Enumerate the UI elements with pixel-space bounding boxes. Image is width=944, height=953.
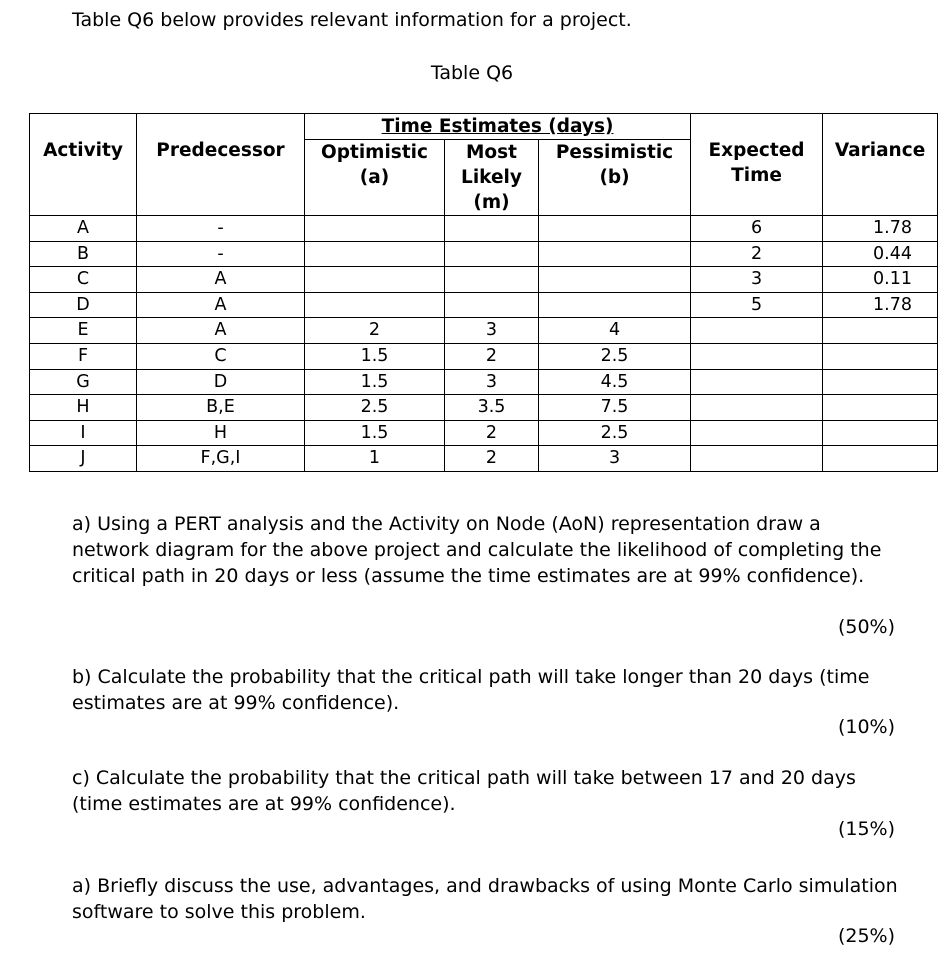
cell-expected <box>691 420 823 446</box>
cell-predecessor: B,E <box>137 395 305 421</box>
question-d-mark: (25%) <box>837 925 895 947</box>
table-row <box>30 395 938 421</box>
cell-expected: 6 <box>691 216 823 242</box>
cell-most-likely: 2 <box>445 420 539 446</box>
header-time-label: Time <box>731 165 782 186</box>
cell-optimistic <box>305 292 445 318</box>
cell-expected <box>691 446 823 472</box>
header-pessimistic-label: Pessimistic <box>555 142 674 163</box>
cell-variance: 0.44 <box>823 241 938 267</box>
question-a-text: a) Using a PERT analysis and the Activity on Node (AoN) representation draw a network diagram for the above project and calculate the likelihood of completing the critical path in 20 days or less (assume the time estimates are at 99% confidence). <box>72 513 882 587</box>
cell-predecessor: F,G,I <box>137 446 305 472</box>
cell-activity: D <box>30 292 137 318</box>
cell-variance <box>823 369 938 395</box>
table-q6 <box>29 113 938 472</box>
question-c-text: c) Calculate the probability that the critical path will take between 17 and 20 days (time estimates are at 99% confidence). <box>72 767 856 815</box>
header-most-label: Most <box>466 142 517 163</box>
question-b-text: b) Calculate the probability that the critical path will take longer than 20 days (time estimates are at 99% confidence). <box>72 666 870 714</box>
header-pessimistic-symbol: (b) <box>599 167 630 188</box>
table-row <box>30 446 938 472</box>
table-row <box>30 343 938 369</box>
intro-text: Table Q6 below provides relevant information for a project. <box>72 9 632 31</box>
cell-pessimistic: 2.5 <box>539 343 691 369</box>
cell-variance: 0.11 <box>823 267 938 293</box>
cell-activity: H <box>30 395 137 421</box>
table-row <box>30 216 938 242</box>
question-c-mark: (15%) <box>837 818 895 840</box>
cell-activity: J <box>30 446 137 472</box>
cell-most-likely <box>445 216 539 242</box>
cell-most-likely <box>445 292 539 318</box>
cell-optimistic: 1.5 <box>305 369 445 395</box>
table-row <box>30 292 938 318</box>
header-activity: Activity <box>30 114 137 216</box>
question-d-text: a) Briefly discuss the use, advantages, and drawbacks of using Monte Carlo simulation software to solve this problem. <box>72 875 898 923</box>
header-optimistic-label: Optimistic <box>321 142 428 163</box>
header-most-likely <box>445 140 539 216</box>
cell-variance: 1.78 <box>823 216 938 242</box>
cell-activity: C <box>30 267 137 293</box>
cell-most-likely <box>445 241 539 267</box>
header-optimistic-symbol: (a) <box>359 167 390 188</box>
cell-most-likely <box>445 267 539 293</box>
cell-pessimistic: 7.5 <box>539 395 691 421</box>
cell-expected <box>691 318 823 344</box>
cell-optimistic: 1.5 <box>305 343 445 369</box>
cell-predecessor: - <box>137 241 305 267</box>
cell-optimistic: 2 <box>305 318 445 344</box>
cell-predecessor: - <box>137 216 305 242</box>
cell-optimistic <box>305 267 445 293</box>
cell-pessimistic <box>539 267 691 293</box>
cell-expected <box>691 395 823 421</box>
cell-pessimistic: 4 <box>539 318 691 344</box>
table-row <box>30 267 938 293</box>
cell-optimistic: 1.5 <box>305 420 445 446</box>
cell-optimistic <box>305 241 445 267</box>
cell-most-likely: 3 <box>445 318 539 344</box>
cell-activity: B <box>30 241 137 267</box>
cell-activity: E <box>30 318 137 344</box>
cell-optimistic <box>305 216 445 242</box>
cell-most-likely: 3.5 <box>445 395 539 421</box>
cell-variance <box>823 395 938 421</box>
header-pessimistic <box>539 140 691 216</box>
cell-most-likely: 3 <box>445 369 539 395</box>
cell-pessimistic <box>539 292 691 318</box>
cell-expected <box>691 369 823 395</box>
header-most-symbol: (m) <box>473 192 510 213</box>
table-row <box>30 369 938 395</box>
cell-pessimistic <box>539 241 691 267</box>
cell-predecessor: A <box>137 267 305 293</box>
cell-optimistic: 2.5 <box>305 395 445 421</box>
table-row <box>30 241 938 267</box>
cell-variance: 1.78 <box>823 292 938 318</box>
header-time-estimates: Time Estimates (days) <box>305 114 691 140</box>
cell-predecessor: D <box>137 369 305 395</box>
table-row <box>30 318 938 344</box>
cell-predecessor: A <box>137 292 305 318</box>
cell-most-likely: 2 <box>445 446 539 472</box>
cell-predecessor: H <box>137 420 305 446</box>
question-a-mark: (50%) <box>837 616 895 638</box>
cell-activity: A <box>30 216 137 242</box>
cell-pessimistic: 4.5 <box>539 369 691 395</box>
cell-expected: 2 <box>691 241 823 267</box>
cell-activity: F <box>30 343 137 369</box>
header-likely-label: Likely <box>461 167 522 188</box>
table-caption: Table Q6 <box>430 62 514 84</box>
cell-activity: G <box>30 369 137 395</box>
cell-optimistic: 1 <box>305 446 445 472</box>
cell-most-likely: 2 <box>445 343 539 369</box>
cell-expected: 3 <box>691 267 823 293</box>
cell-activity: I <box>30 420 137 446</box>
header-expected-label: Expected <box>708 140 805 161</box>
cell-variance <box>823 420 938 446</box>
cell-variance <box>823 446 938 472</box>
table-row <box>30 420 938 446</box>
cell-predecessor: A <box>137 318 305 344</box>
header-optimistic <box>305 140 445 216</box>
cell-expected: 5 <box>691 292 823 318</box>
cell-predecessor: C <box>137 343 305 369</box>
cell-pessimistic <box>539 216 691 242</box>
cell-expected <box>691 343 823 369</box>
header-expected-time <box>691 114 823 216</box>
header-predecessor: Predecessor <box>137 114 305 216</box>
question-b-mark: (10%) <box>837 716 895 738</box>
header-variance: Variance <box>823 114 938 216</box>
cell-pessimistic: 2.5 <box>539 420 691 446</box>
cell-variance <box>823 343 938 369</box>
cell-pessimistic: 3 <box>539 446 691 472</box>
cell-variance <box>823 318 938 344</box>
